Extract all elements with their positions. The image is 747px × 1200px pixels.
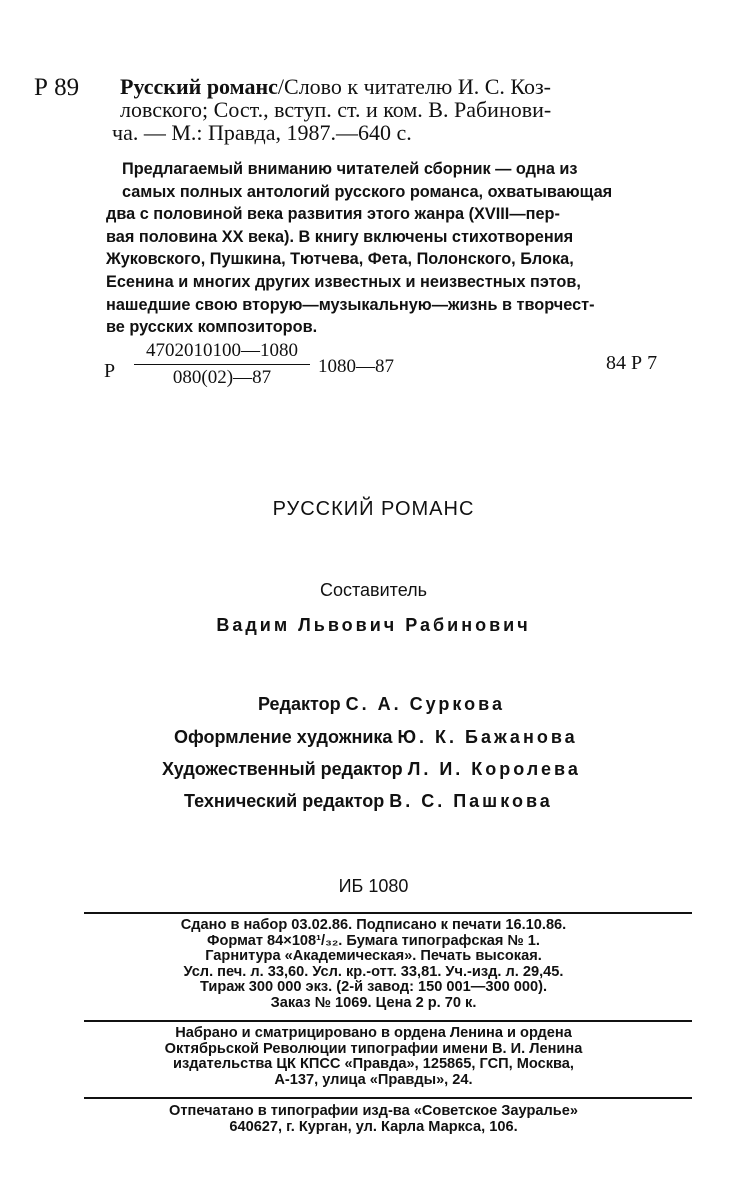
credit-art-editor — [162, 759, 581, 780]
divider — [84, 1020, 692, 1022]
annotation-line: ве русских композиторов. — [106, 318, 318, 337]
credit-name: Ю. К. Бажанова — [397, 727, 578, 747]
index-letter: Р — [104, 360, 116, 382]
index-numerator: 4702010100—1080 — [146, 340, 298, 361]
index-fraction — [134, 340, 310, 389]
credit-role: Технический редактор — [184, 791, 385, 811]
imprint-line: Отпечатано в типографии изд-ва «Советское Зауралье» — [169, 1103, 578, 1119]
imprint-line: 640627, г. Курган, ул. Карла Маркса, 106. — [229, 1118, 518, 1135]
imprint-line: издательства ЦК КПСС «Правда», 125865, ГСП, Москва, — [173, 1056, 574, 1073]
biblio-line-2: ловского; Сост., вступ. ст. и ком. В. Рабинови- — [120, 97, 552, 122]
index-denominator: 080(02)—87 — [172, 367, 272, 388]
annotation-line: Есенина и многих других известных и неизвестных пэтов, — [106, 272, 581, 291]
credit-role: Редактор — [258, 694, 341, 714]
annotation-line: нашедшие свою вторую—музыкальную—жизнь в творчест- — [106, 295, 595, 314]
compiler-label: Составитель — [319, 580, 427, 600]
imprint-line: Тираж 300 000 экз. (2-й завод: 150 001—300 000). — [199, 979, 548, 996]
imprint-line: Сдано в набор 03.02.86. Подписано к печати 16.10.86. — [180, 917, 567, 933]
ib-number: ИБ 1080 — [338, 876, 409, 896]
annotation-line: Жуковского, Пушкина, Тютчева, Фета, Полонского, Блока, — [106, 250, 574, 269]
imprint-line: Усл. печ. л. 33,60. Усл. кр.-отт. 33,81. Уч.-изд. л. 29,45. — [183, 963, 564, 980]
imprint-printing — [0, 1104, 747, 1135]
imprint-line: Заказ № 1069. Цена 2 р. 70 к. — [270, 994, 477, 1011]
divider — [84, 912, 692, 914]
imprint-line: Набрано и сматрицировано в ордена Ленина и ордена — [175, 1025, 572, 1041]
biblio-title: Русский романс — [120, 74, 278, 99]
imprint-line: Формат 84×108¹/₃₂. Бумага типографская № 1. — [207, 932, 540, 949]
annotation-line: два с половиной века развития этого жанра (XVIII—пер- — [106, 205, 560, 224]
biblio-line-1-rest: /Слово к читателю И. С. Коз- — [277, 74, 551, 99]
divider — [84, 1097, 692, 1099]
annotation — [106, 158, 676, 339]
imprint-line: Гарнитура «Академическая». Печать высокая. — [205, 948, 542, 965]
biblio-line-3: ча. — М.: Правда, 1987.—640 с. — [112, 120, 412, 145]
imprint-print-data — [0, 918, 747, 1012]
imprint-typesetting — [0, 1026, 747, 1088]
fraction-bar — [134, 364, 310, 365]
index-after: 1080—87 — [318, 356, 394, 377]
credit-role: Оформление художника — [174, 727, 393, 747]
compiler-name: Вадим Львович Рабинович — [216, 615, 531, 635]
library-code: Р 89 — [34, 74, 80, 101]
bbk-code: 84 Р 7 — [606, 352, 658, 374]
imprint-line: А-137, улица «Правды», 24. — [274, 1071, 473, 1088]
credit-role: Художественный редактор — [162, 759, 403, 779]
credit-name: С. А. Суркова — [345, 694, 505, 714]
book-title: РУССКИЙ РОМАНС — [272, 498, 475, 520]
credit-design — [174, 727, 578, 748]
imprint-line: Октябрьской Революции типографии имени В. И. Ленина — [164, 1040, 583, 1057]
credit-name: В. С. Пашкова — [389, 791, 553, 811]
annotation-line: вая половина XX века). В книгу включены стихотворения — [106, 227, 574, 246]
annotation-line: самых полных антологий русского романса, охватывающая — [122, 182, 613, 201]
credit-editor — [258, 694, 505, 715]
annotation-line: Предлагаемый вниманию читателей сборник — одна из — [122, 160, 578, 178]
credit-tech-editor — [184, 791, 553, 812]
credit-name: Л. И. Королева — [407, 759, 581, 779]
